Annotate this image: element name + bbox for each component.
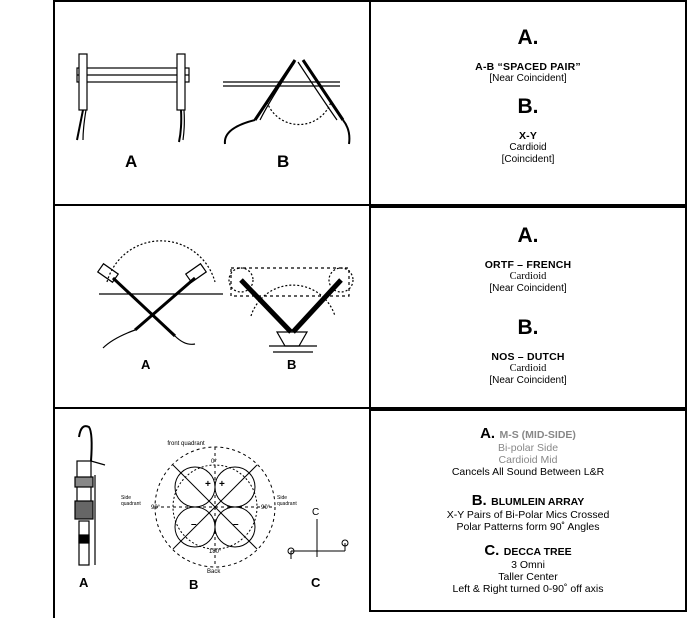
letter-a: A.: [517, 26, 539, 49]
ms-title: M-S (MID-SIDE): [499, 429, 576, 441]
minus-sign-left: –: [191, 519, 197, 530]
xy-line2: [Coincident]: [501, 154, 555, 165]
row1-diagram-panel: [53, 0, 369, 206]
minus-sign-right: –: [233, 519, 239, 530]
diagram-label-a: A: [79, 575, 89, 590]
row2-description-panel: [369, 206, 687, 409]
xy-line1: Cardioid: [509, 142, 547, 153]
spaced-pair-and-xy-drawing: [55, 2, 371, 208]
plus-sign-left: +: [205, 479, 211, 490]
diagram-label-b: B: [277, 152, 290, 171]
letter-b: B.: [517, 95, 539, 118]
ms-line3: Cancels All Sound Between L&R: [451, 466, 605, 478]
decca-line2: Taller Center: [498, 571, 558, 583]
row2-diagram-panel: [53, 206, 369, 409]
ms-line1: Bi-polar Side: [497, 442, 559, 454]
mid-side-mic-stand: [75, 426, 105, 565]
blumlein-heading: [371, 492, 685, 510]
front-quadrant-label: front quadrant: [167, 441, 205, 447]
one-eighty-degree-label: 180°: [209, 549, 222, 555]
ninety-degree-left-label: 90°: [151, 505, 161, 511]
diagram-label-a: A: [125, 152, 138, 171]
diagram-label-a: A: [141, 357, 151, 372]
decca-center-mic-label: C: [312, 507, 320, 518]
blumlein-line1: X-Y Pairs of Bi-Polar Mics Crossed: [446, 509, 610, 521]
ms-heading: [371, 425, 685, 443]
spaced-pair-subtitle: [Near Coincident]: [489, 73, 567, 84]
row1-description-panel: [369, 0, 687, 206]
nos-line1: Cardioid: [509, 363, 547, 374]
side-quadrant-left-label: Side quadrant: [121, 495, 141, 507]
ortf-line2: [Near Coincident]: [489, 283, 567, 294]
xy-mics: [223, 60, 349, 144]
diagram-label-c: C: [311, 575, 321, 590]
blumlein-line2: Polar Patterns form 90˚ Angles: [456, 521, 600, 533]
ninety-degree-right-label: 90°: [261, 505, 271, 511]
spaced-pair-mics: [77, 54, 189, 142]
ortf-line1: Cardioid: [509, 271, 547, 282]
row3-bottom-border: [369, 610, 687, 612]
ortf-title: ORTF – FRENCH: [484, 259, 572, 271]
blumlein-title: BLUMLEIN ARRAY: [491, 496, 585, 508]
row3-diagram-panel: [53, 409, 369, 618]
diagram-label-b: B: [287, 357, 297, 372]
letter-b: B.: [471, 492, 487, 509]
nos-mics: [229, 268, 353, 352]
ms-line2: Cardioid Mid: [498, 454, 558, 466]
letter-a: A.: [480, 425, 496, 442]
back-label: Back: [207, 569, 221, 575]
letter-a: A.: [517, 224, 539, 247]
letter-c: C.: [484, 542, 500, 559]
nos-line2: [Near Coincident]: [489, 375, 567, 386]
decca-title: DECCA TREE: [503, 546, 572, 558]
plus-sign-right: +: [219, 479, 225, 490]
side-quadrant-right-label: Side quadrant: [277, 495, 297, 507]
xy-title: X-Y: [518, 130, 538, 142]
decca-heading: [371, 542, 685, 560]
row3-description-panel: [369, 409, 687, 612]
ortf-mics: [98, 241, 223, 348]
ortf-and-nos-drawing: [55, 206, 371, 409]
decca-line3: Left & Right turned 0-90˚ off axis: [452, 583, 604, 595]
ms-blumlein-decca-drawing: [55, 409, 371, 618]
nos-title: NOS – DUTCH: [491, 351, 565, 363]
letter-b: B.: [517, 316, 539, 339]
spaced-pair-title: A-B “SPACED PAIR”: [475, 61, 581, 73]
decca-tree-diagram: [288, 519, 348, 559]
decca-line1: 3 Omni: [511, 559, 545, 571]
zero-degree-label: 0°: [211, 459, 217, 465]
diagram-label-b: B: [189, 577, 199, 592]
